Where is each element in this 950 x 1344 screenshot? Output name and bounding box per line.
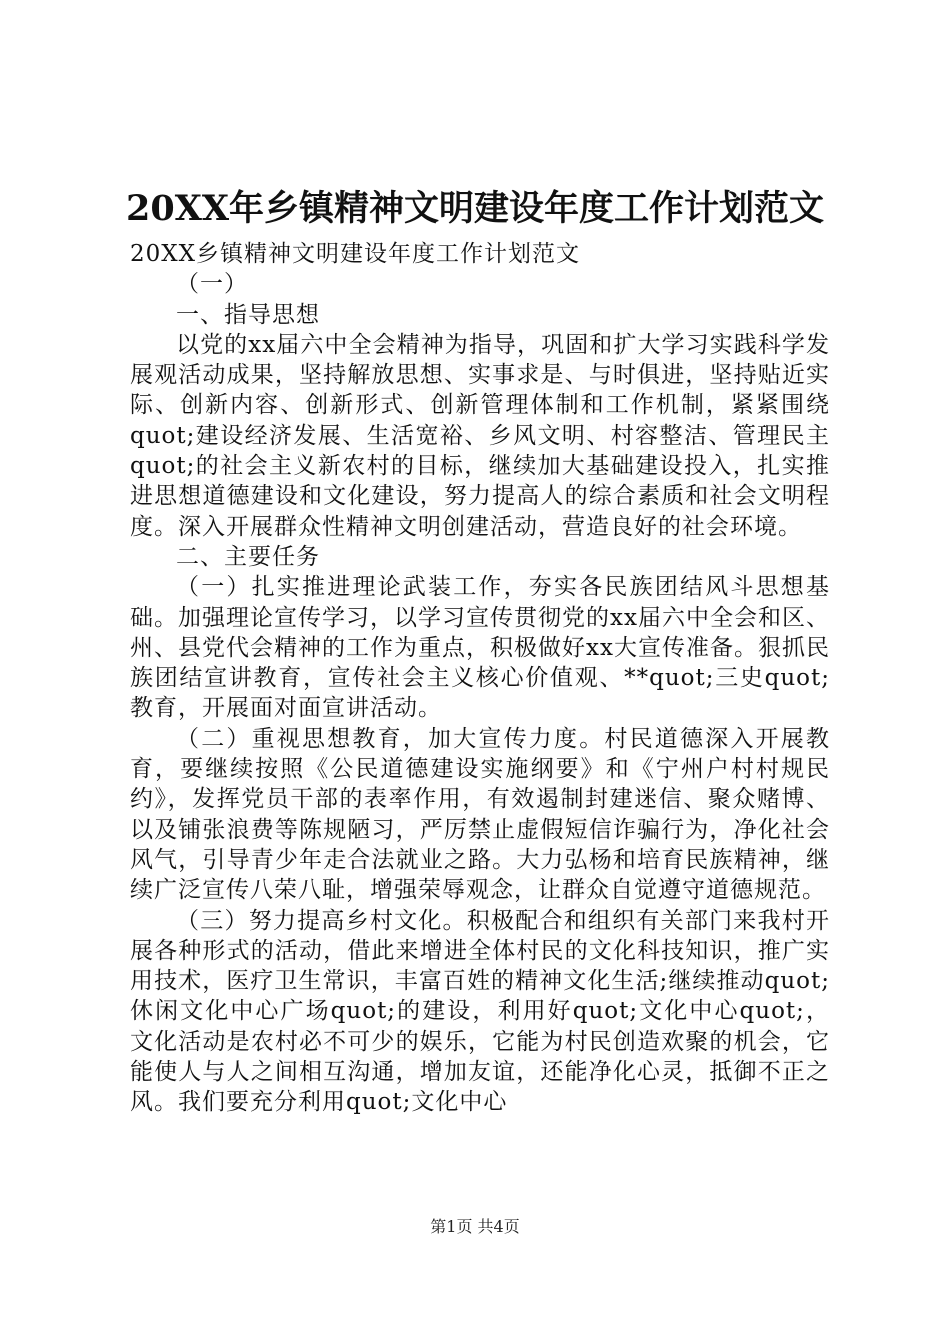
section-heading-main-tasks: 二、主要任务: [176, 543, 320, 570]
paragraph-task-1: （一）扎实推进理论武装工作，夯实各民族团结风斗思想基础。加强理论宣传学习，以学习宣传贯彻党的xx届六中全会和区、州、县党代会精神的工作为重点，积极做好xx大宣传准备。狠抓民族团结宣讲教育，宣传社会主义核心价值观、**quot;三史quot;教育，开展面对面宣讲活动。: [130, 574, 830, 722]
paragraph-task-2: （二）重视思想教育，加大宣传力度。村民道德深入开展教育，要继续按照《公民道德建设实施纲要》和《宁州户村村规民约》，发挥党员干部的表率作用，有效遏制封建迷信、聚众赌博、以及铺张浪费等陈规陋习，严厉禁止虚假短信诈骗行为，净化社会风气，引导青少年走合法就业之路。大力弘杨和培育民族精神，继续广泛宣传八荣八耻，增强荣辱观念，让群众自觉遵守道德规范。: [130, 725, 830, 904]
document-title: 20XX年乡镇精神文明建设年度工作计划范文: [125, 188, 825, 229]
part-label: （一）: [176, 271, 248, 298]
paragraph-task-3: （三）努力提高乡村文化。积极配合和组织有关部门来我村开展各种形式的活动，借此来增进全体村民的文化科技知识，推广实用技术，医疗卫生常识，丰富百姓的精神文化生活;继续推动quot;休闲文化中心广场quot;的建设，利用好quot;文化中心quot;，文化活动是农村必不可少的娱乐，它能为村民创造欢聚的机会，它能使人与人之间相互沟通，增加友谊，还能净化心灵，抵御不正之风。我们要充分利用quot;文化中心: [130, 907, 830, 1116]
document-subtitle: 20XX乡镇精神文明建设年度工作计划范文: [130, 241, 581, 267]
section-heading-guiding-thought: 一、指导思想: [176, 301, 320, 328]
page-footer: 第1页 共4页: [430, 1217, 520, 1236]
paragraph-guiding-thought: 以党的xx届六中全会精神为指导，巩固和扩大学习实践科学发展观活动成果，坚持解放思想、实事求是、与时俱进，坚持贴近实际、创新内容、创新形式、创新管理体制和工作机制，紧紧围绕quot;建设经济发展、生活宽裕、乡风文明、村容整洁、管理民主quot;的社会主义新农村的目标，继续加大基础建设投入，扎实推进思想道德建设和文化建设，努力提高人的综合素质和社会文明程度。深入开展群众性精神文明创建活动，营造良好的社会环境。: [130, 331, 830, 540]
document-body: [130, 210, 830, 1118]
